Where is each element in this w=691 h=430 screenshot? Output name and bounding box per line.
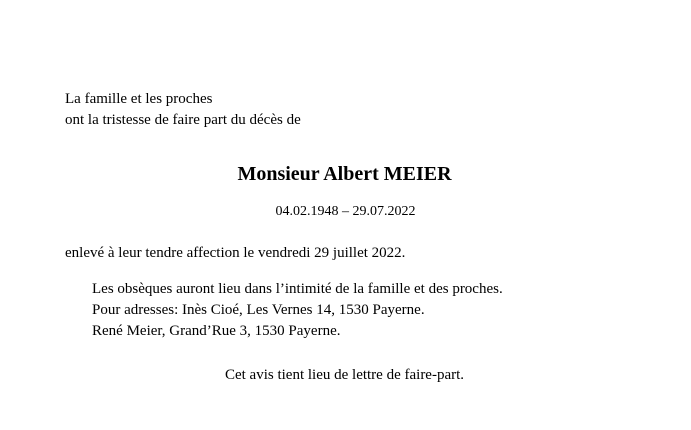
address-line-ines: Pour adresses: Inès Cioé, Les Vernes 14, 1530 Payerne. — [92, 302, 425, 318]
address-line-rene: René Meier, Grand’Rue 3, 1530 Payerne. — [92, 323, 341, 339]
intro-line-family: La famille et les proches — [65, 91, 213, 107]
intro-line-announcement: ont la tristesse de faire part du décès de — [65, 112, 301, 128]
closing-row — [0, 365, 691, 385]
closing-line: Cet avis tient lieu de lettre de faire-part. — [224, 367, 465, 383]
passing-line: enlevé à leur tendre affection le vendredi 29 juillet 2022. — [65, 245, 406, 261]
life-dates: 04.02.1948 – 29.07.2022 — [275, 204, 416, 219]
life-dates-row — [0, 202, 691, 222]
deceased-name-heading — [0, 160, 691, 188]
funeral-info-line: Les obsèques auront lieu dans l’intimité de la famille et des proches. — [92, 281, 503, 297]
deceased-name: Monsieur Albert MEIER — [237, 163, 452, 185]
